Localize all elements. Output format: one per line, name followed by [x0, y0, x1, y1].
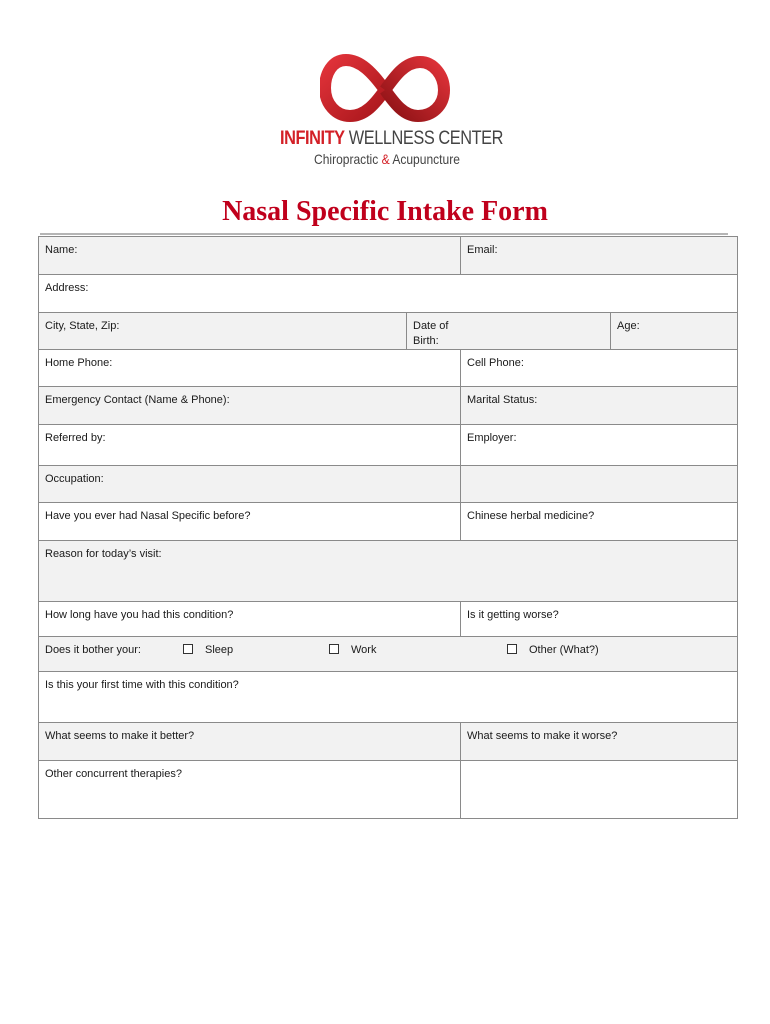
bother-sleep-option[interactable] [183, 643, 233, 658]
row-name-email [39, 237, 737, 275]
email-field[interactable] [460, 237, 737, 274]
row-bother [39, 637, 737, 672]
marital-status-label: Marital Status: [467, 394, 538, 406]
brand-name-part1: INFINITY [280, 128, 345, 149]
row-therapies [39, 761, 737, 818]
sleep-label: Sleep [205, 644, 234, 656]
tagline-amp: & [381, 151, 390, 167]
how-long-field[interactable] [39, 602, 460, 636]
bother-field [39, 637, 737, 671]
had-nasal-specific-field[interactable] [39, 503, 460, 540]
occupation-blank-cell [460, 466, 737, 502]
row-first-time [39, 672, 737, 723]
row-better-worse [39, 723, 737, 761]
row-reason [39, 541, 737, 602]
bother-other-option[interactable] [507, 643, 599, 658]
row-how-long-worse [39, 602, 737, 637]
referred-by-field[interactable] [39, 425, 460, 465]
other-label: Other (What?) [529, 644, 599, 656]
concurrent-therapies-field[interactable] [39, 761, 460, 818]
age-field[interactable] [610, 313, 737, 349]
row-nasal-herbal [39, 503, 737, 541]
logo [270, 50, 504, 175]
city-state-zip-label: City, State, Zip: [45, 320, 120, 332]
cell-phone-label: Cell Phone: [467, 357, 524, 369]
emergency-contact-field[interactable] [39, 387, 460, 424]
first-time-field[interactable] [39, 672, 737, 722]
row-emergency-marital [39, 387, 737, 425]
home-phone-label: Home Phone: [45, 357, 113, 369]
make-better-field[interactable] [39, 723, 460, 760]
address-field[interactable] [39, 275, 737, 312]
other-checkbox[interactable] [507, 644, 517, 654]
concurrent-therapies-label: Other concurrent therapies? [45, 768, 182, 780]
occupation-field[interactable] [39, 466, 460, 502]
bother-work-option[interactable] [329, 643, 376, 658]
home-phone-field[interactable] [39, 350, 460, 386]
bother-label: Does it bother your: [45, 644, 141, 656]
date-of-birth-field[interactable] [406, 313, 610, 349]
work-checkbox[interactable] [329, 644, 339, 654]
sleep-checkbox[interactable] [183, 644, 193, 654]
email-label: Email: [467, 244, 498, 256]
employer-label: Employer: [467, 432, 517, 444]
marital-status-field[interactable] [460, 387, 737, 424]
date-of-birth-label-line1: Date of [413, 320, 449, 332]
row-address [39, 275, 737, 313]
employer-field[interactable] [460, 425, 737, 465]
row-city-dob-age [39, 313, 737, 350]
make-worse-label: What seems to make it worse? [467, 730, 618, 742]
name-field[interactable] [39, 237, 460, 274]
occupation-label: Occupation: [45, 473, 104, 485]
chinese-herbal-label: Chinese herbal medicine? [467, 510, 595, 522]
had-nasal-specific-label: Have you ever had Nasal Specific before? [45, 510, 251, 522]
how-long-label: How long have you had this condition? [45, 609, 234, 621]
work-label: Work [351, 644, 377, 656]
reason-for-visit-field[interactable] [39, 541, 737, 601]
row-phones [39, 350, 737, 387]
make-worse-field[interactable] [460, 723, 737, 760]
emergency-contact-label: Emergency Contact (Name & Phone): [45, 394, 230, 406]
row-occupation [39, 466, 737, 503]
first-time-label: Is this your first time with this condition? [45, 679, 239, 691]
infinity-logo-icon [320, 50, 450, 130]
cell-phone-field[interactable] [460, 350, 737, 386]
getting-worse-label: Is it getting worse? [467, 609, 559, 621]
tagline-part1: Chiropractic [314, 151, 379, 167]
chinese-herbal-field[interactable] [460, 503, 737, 540]
getting-worse-field[interactable] [460, 602, 737, 636]
brand-tagline [314, 151, 460, 167]
age-label: Age: [617, 320, 640, 332]
address-label: Address: [45, 282, 89, 294]
city-state-zip-field[interactable] [39, 313, 406, 349]
brand-name-part2: WELLNESS CENTER [348, 128, 504, 149]
title-divider [40, 233, 728, 235]
referred-by-label: Referred by: [45, 432, 106, 444]
name-label: Name: [45, 244, 78, 256]
intake-form-table [38, 236, 738, 819]
date-of-birth-label-line2: Birth: [413, 335, 439, 347]
reason-for-visit-label: Reason for today’s visit: [45, 548, 162, 560]
row-referred-employer [39, 425, 737, 466]
form-title: Nasal Specific Intake Form [222, 196, 548, 227]
make-better-label: What seems to make it better? [45, 730, 195, 742]
brand-name [280, 128, 503, 150]
therapies-blank-cell [460, 761, 737, 818]
tagline-part2: Acupuncture [392, 151, 460, 167]
